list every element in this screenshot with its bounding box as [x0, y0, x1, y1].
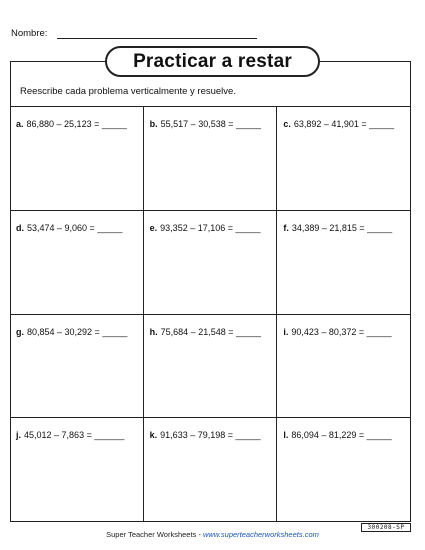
name-line[interactable]	[57, 38, 257, 39]
problem-i[interactable]	[277, 315, 411, 419]
name-label: Nombre:	[11, 28, 48, 39]
problem-text: 86,094 – 81,229 = _____	[291, 430, 392, 441]
problem-h[interactable]	[144, 315, 278, 419]
footer-brand: Super Teacher Worksheets -	[106, 530, 203, 539]
problem-letter: d.	[16, 222, 24, 233]
problem-text: 86,880 – 25,123 = _____	[26, 119, 127, 129]
problem-letter: i.	[283, 326, 289, 337]
problem-text: 90,423 – 80,372 = _____	[291, 326, 392, 337]
problem-g[interactable]	[10, 315, 144, 419]
worksheet-code: 300208-SP	[361, 523, 411, 532]
problem-e[interactable]	[144, 211, 278, 315]
instructions: Reescribe cada problema verticalmente y resuelve.	[20, 86, 236, 97]
problem-b[interactable]	[144, 107, 278, 211]
problem-text: 75,684 – 21,548 = _____	[160, 326, 262, 337]
problem-letter: k.	[149, 430, 158, 441]
problem-letter: l.	[283, 430, 289, 441]
footer	[0, 530, 425, 539]
problem-d[interactable]	[10, 211, 144, 315]
problem-c[interactable]	[277, 107, 411, 211]
problem-letter: g.	[16, 326, 24, 337]
footer-url[interactable]: www.superteacherworksheets.com	[202, 530, 319, 539]
problem-text: 80,854 – 30,292 = _____	[27, 326, 128, 337]
problem-text: 91,633 – 79,198 = _____	[160, 430, 261, 441]
problem-text: 63,892 – 41,901 = _____	[293, 119, 395, 129]
problem-f[interactable]	[277, 211, 411, 315]
problem-letter: c.	[283, 119, 291, 129]
problem-text: 45,012 – 7,863 = ______	[24, 430, 125, 441]
problem-l[interactable]	[277, 418, 411, 522]
problem-text: 34,389 – 21,815 = _____	[291, 222, 393, 233]
problem-a[interactable]	[10, 107, 144, 211]
problem-letter: f.	[283, 222, 289, 233]
problem-letter: h.	[149, 326, 158, 337]
problem-text: 93,352 – 17,106 = _____	[160, 222, 261, 233]
problem-letter: e.	[149, 222, 158, 233]
problem-grid	[10, 106, 411, 522]
problem-j[interactable]	[10, 418, 144, 522]
worksheet-title: Practicar a restar	[105, 46, 320, 77]
problem-text: 53,474 – 9,060 = _____	[27, 222, 123, 233]
problem-text: 55,517 – 30,538 = _____	[160, 119, 262, 129]
problem-letter: j.	[16, 430, 22, 441]
problem-letter: b.	[149, 119, 158, 129]
problem-letter: a.	[16, 119, 24, 129]
problem-k[interactable]	[144, 418, 278, 522]
